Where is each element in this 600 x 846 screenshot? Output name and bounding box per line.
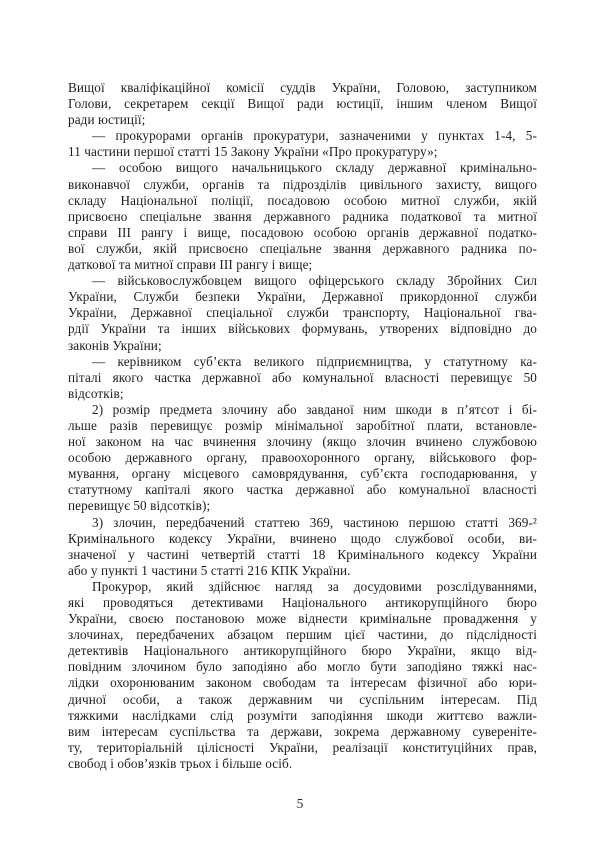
text-line: 3) злочин, передбачений статтею 369, частиною першою статті 369-² — [92, 514, 537, 530]
text-line: присвоєно спеціальне звання державного радника податкової та митної — [68, 208, 537, 224]
text-line: 11 частини першої статті 15 Закону України «Про прокуратуру»; — [68, 144, 438, 160]
text-line: України, своєю постановою може віднести кримінальне провадження у — [68, 611, 537, 627]
text-line: 2) розмір предмета злочину або завданої ним шкоди в п’ятсот і бі- — [92, 401, 537, 417]
text-line: — військовослужбовцем вищого офіцерського складу Збройних Сил — [92, 273, 537, 289]
text-line: — прокурорами органів прокуратури, зазначеними у пунктах 1-4, 5- — [92, 128, 537, 144]
text-block — [68, 80, 537, 772]
text-line: виконавчої служби, органів та підрозділів цивільного захисту, вищого — [68, 176, 537, 192]
text-line: мування, органу місцевого самоврядування, суб’єкта господарювання, у — [68, 466, 537, 482]
text-line: або у пункті 1 частини 5 статті 216 КПК України. — [68, 562, 351, 578]
text-line: відсотків; — [68, 385, 124, 401]
text-line: повідним злочином було заподіяно або могло бути заподіяно тяжкі нас- — [68, 659, 537, 675]
text-line: статутному капіталі якого частка державної або комунальної власності — [68, 482, 537, 498]
text-line: детективів Національного антикорупційного бюро України, якщо від- — [68, 643, 537, 659]
text-line: ної законом на час вчинення злочину (якщо злочин вчинено службовою — [68, 434, 537, 450]
text-line: України, Служби безпеки України, Державної прикордонної служби — [68, 289, 537, 305]
page-number: 5 — [296, 796, 304, 811]
text-line: тяжкими наслідками слід розуміти заподіяння шкоди життєво важли- — [68, 707, 537, 723]
text-line: злочинах, передбачених абзацом першим цієї частини, до підслідності — [68, 627, 537, 643]
text-line: Кримінального кодексу України, вчинено щодо службової особи, ви- — [68, 530, 537, 546]
text-line: — керівником суб’єкта великого підприємництва, у статутному ка- — [92, 353, 537, 369]
text-line: складу Національної поліції, посадовою особою митної служби, якій — [68, 192, 537, 208]
text-line: перевищує 50 відсотків); — [68, 498, 211, 514]
text-line: вої служби, якій присвоєно спеціальне звання державного радника по- — [68, 240, 537, 256]
text-line: свобод і обов’язків трьох і більше осіб. — [68, 755, 293, 771]
text-line: які проводяться детективами Національного антикорупційного бюро — [68, 595, 537, 610]
text-line: вим інтересам суспільства та держави, зокрема державному сувереніте- — [68, 723, 537, 739]
text-line: — особою вищого начальницького складу державної кримінально- — [92, 160, 537, 176]
text-line: ту, територіальній цілісності України, реалізації конституційних прав, — [68, 739, 537, 755]
text-line: Прокурор, який здійснює нагляд за досудовими розслідуваннями, — [92, 578, 537, 594]
text-line: лідки охоронюваним законом свободам та інтересам фізичної або юри- — [68, 675, 537, 691]
text-line: особою державного органу, правоохоронного органу, військового фор- — [68, 450, 537, 466]
text-line: Вищої кваліфікаційної комісії суддів України, Головою, заступником — [68, 80, 537, 95]
text-line: України, Державної спеціальної служби транспорту, Національної гва- — [68, 305, 537, 321]
text-line: льше разів перевищує розмір мінімальної заробітної плати, встановле- — [68, 417, 537, 433]
text-line: ради юстиції; — [68, 112, 146, 128]
text-line: Голови, секретарем секції Вищої ради юстиції, іншим членом Вищої — [68, 96, 537, 112]
text-line: даткової та митної справи III рангу і вище; — [68, 257, 313, 273]
text-line: справи III рангу і вище, посадовою особою органів державної податко- — [68, 224, 537, 240]
text-line: дичної особи, а також державним чи суспільним інтересам. Під — [68, 691, 537, 707]
text-line: рдії України та інших військових формувань, утворених відповідно до — [68, 321, 537, 337]
text-line: законів України; — [68, 337, 162, 353]
text-line: значеної у частині четвертій статті 18 Кримінального кодексу України — [68, 546, 537, 562]
text-line: піталі якого частка державної або комунальної власності перевищує 50 — [68, 369, 537, 385]
